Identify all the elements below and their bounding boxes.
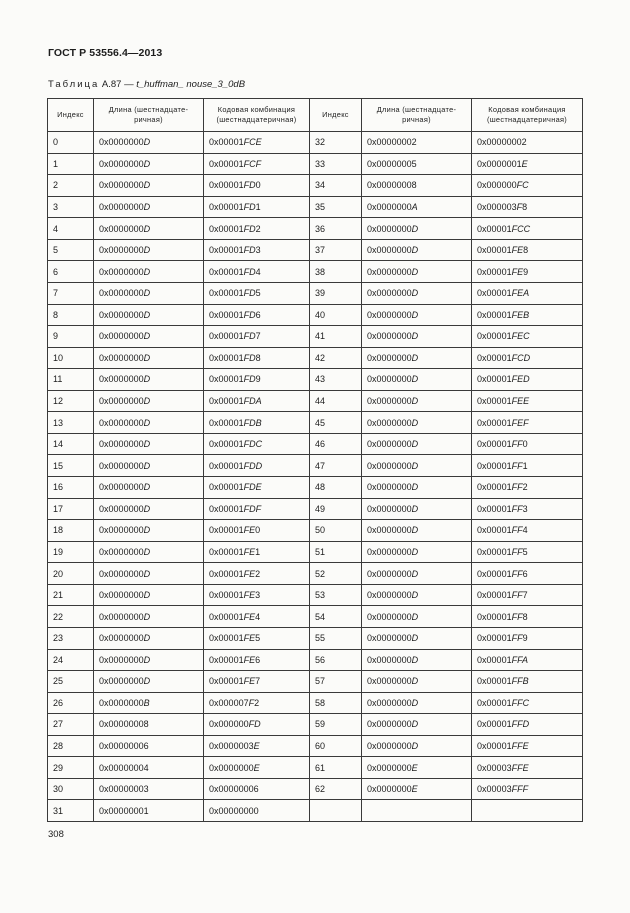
codeword-cell: 0x00001FD6	[204, 304, 310, 326]
table-row	[48, 800, 583, 822]
codeword-cell: 0x00001FD1	[204, 196, 310, 218]
column-header-index: Индекс	[48, 99, 94, 132]
index-cell: 19	[48, 541, 94, 563]
index-cell: 53	[310, 584, 362, 606]
length-cell: 0x0000000D	[94, 326, 204, 348]
table-row	[48, 304, 583, 326]
length-cell: 0x0000000B	[94, 692, 204, 714]
codeword-cell: 0x00001FD2	[204, 218, 310, 240]
codeword-cell: 0x00001FE0	[204, 520, 310, 542]
index-cell: 55	[310, 627, 362, 649]
length-cell: 0x0000000D	[94, 239, 204, 261]
length-cell: 0x0000000D	[362, 692, 472, 714]
codeword-cell: 0x00001FCE	[204, 132, 310, 154]
column-header-codeword: Кодовая комбинация (шестнадцатеричная)	[472, 99, 583, 132]
length-cell: 0x0000000D	[94, 390, 204, 412]
codeword-cell: 0x00001FF4	[472, 520, 583, 542]
index-cell: 50	[310, 520, 362, 542]
length-cell: 0x0000000D	[94, 175, 204, 197]
index-cell: 33	[310, 153, 362, 175]
length-cell: 0x00000005	[362, 153, 472, 175]
index-cell: 20	[48, 563, 94, 585]
length-cell: 0x0000000D	[362, 735, 472, 757]
index-cell: 61	[310, 757, 362, 779]
length-cell: 0x00000002	[362, 132, 472, 154]
codeword-cell: 0x00001FE3	[204, 584, 310, 606]
index-cell: 4	[48, 218, 94, 240]
index-cell: 29	[48, 757, 94, 779]
codeword-cell: 0x0000000E	[204, 757, 310, 779]
codeword-cell: 0x0000003E	[204, 735, 310, 757]
index-cell: 45	[310, 412, 362, 434]
length-cell: 0x00000003	[94, 778, 204, 800]
length-cell: 0x0000000D	[94, 347, 204, 369]
codeword-cell: 0x00003FFE	[472, 757, 583, 779]
index-cell: 58	[310, 692, 362, 714]
length-cell: 0x0000000D	[362, 304, 472, 326]
codeword-cell: 0x00001FF3	[472, 498, 583, 520]
index-cell: 44	[310, 390, 362, 412]
index-cell: 49	[310, 498, 362, 520]
length-cell: 0x0000000D	[362, 239, 472, 261]
codeword-cell: 0x00001FDF	[204, 498, 310, 520]
index-cell: 54	[310, 606, 362, 628]
table-row	[48, 282, 583, 304]
length-cell: 0x0000000D	[362, 390, 472, 412]
index-cell: 43	[310, 369, 362, 391]
table-row	[48, 584, 583, 606]
caption-table-name: t_huffman_ nouse_3_0dB	[136, 79, 246, 90]
length-cell: 0x00000004	[94, 757, 204, 779]
length-cell: 0x0000000D	[362, 563, 472, 585]
length-cell: 0x0000000D	[94, 584, 204, 606]
table-row	[48, 326, 583, 348]
codeword-cell: 0x00001FD0	[204, 175, 310, 197]
codeword-cell	[472, 800, 583, 822]
index-cell: 35	[310, 196, 362, 218]
length-cell: 0x0000000D	[362, 326, 472, 348]
index-cell: 17	[48, 498, 94, 520]
table-row	[48, 606, 583, 628]
length-cell: 0x0000000D	[94, 369, 204, 391]
codeword-cell: 0x00001FF2	[472, 477, 583, 499]
length-cell: 0x0000000D	[362, 477, 472, 499]
length-cell: 0x0000000D	[362, 412, 472, 434]
codeword-cell: 0x00001FDA	[204, 390, 310, 412]
table-row	[48, 757, 583, 779]
table-row	[48, 132, 583, 154]
codeword-cell: 0x00001FEC	[472, 326, 583, 348]
codeword-cell: 0x00001FCC	[472, 218, 583, 240]
length-cell: 0x0000000D	[94, 498, 204, 520]
index-cell: 1	[48, 153, 94, 175]
index-cell: 31	[48, 800, 94, 822]
codeword-cell: 0x00001FD7	[204, 326, 310, 348]
length-cell: 0x0000000D	[362, 649, 472, 671]
codeword-cell: 0x00000002	[472, 132, 583, 154]
table-row	[48, 433, 583, 455]
length-cell	[362, 800, 472, 822]
index-cell: 21	[48, 584, 94, 606]
index-cell: 14	[48, 433, 94, 455]
index-cell: 3	[48, 196, 94, 218]
codeword-cell: 0x00001FD9	[204, 369, 310, 391]
index-cell: 37	[310, 239, 362, 261]
codeword-cell: 0x00001FD4	[204, 261, 310, 283]
table-row	[48, 778, 583, 800]
codeword-cell: 0x00001FCF	[204, 153, 310, 175]
length-cell: 0x00000006	[94, 735, 204, 757]
codeword-cell: 0x00001FD8	[204, 347, 310, 369]
column-header-length: Длина (шестнадцате-ричная)	[362, 99, 472, 132]
index-cell: 18	[48, 520, 94, 542]
codeword-cell: 0x00001FED	[472, 369, 583, 391]
table-row	[48, 714, 583, 736]
index-cell: 9	[48, 326, 94, 348]
table-row	[48, 153, 583, 175]
codeword-cell: 0x00001FFB	[472, 671, 583, 693]
codeword-cell: 0x00001FDB	[204, 412, 310, 434]
length-cell: 0x0000000D	[94, 563, 204, 585]
index-cell: 28	[48, 735, 94, 757]
codeword-cell: 0x0000001E	[472, 153, 583, 175]
length-cell: 0x0000000D	[362, 541, 472, 563]
caption-number: А.87 —	[101, 79, 134, 90]
index-cell: 26	[48, 692, 94, 714]
index-cell: 40	[310, 304, 362, 326]
index-cell: 30	[48, 778, 94, 800]
codeword-cell: 0x00001FEF	[472, 412, 583, 434]
codeword-cell: 0x00001FCD	[472, 347, 583, 369]
codeword-cell: 0x00001FDE	[204, 477, 310, 499]
codeword-cell: 0x00001FE6	[204, 649, 310, 671]
codeword-cell: 0x00001FF9	[472, 627, 583, 649]
codeword-cell: 0x00001FEA	[472, 282, 583, 304]
length-cell: 0x0000000D	[94, 433, 204, 455]
codeword-cell: 0x00000006	[204, 778, 310, 800]
codeword-cell: 0x000007F2	[204, 692, 310, 714]
codeword-cell: 0x00001FE7	[204, 671, 310, 693]
table-row	[48, 520, 583, 542]
index-cell: 7	[48, 282, 94, 304]
length-cell: 0x0000000D	[94, 627, 204, 649]
table-row	[48, 627, 583, 649]
codeword-cell: 0x00001FE1	[204, 541, 310, 563]
table-row	[48, 390, 583, 412]
index-cell: 2	[48, 175, 94, 197]
codeword-cell: 0x00001FDD	[204, 455, 310, 477]
length-cell: 0x0000000D	[94, 412, 204, 434]
codeword-cell: 0x00001FF0	[472, 433, 583, 455]
codeword-cell: 0x00001FF6	[472, 563, 583, 585]
index-cell: 34	[310, 175, 362, 197]
index-cell: 12	[48, 390, 94, 412]
codeword-cell: 0x00001FD5	[204, 282, 310, 304]
length-cell: 0x0000000E	[362, 757, 472, 779]
codeword-cell: 0x000003F8	[472, 196, 583, 218]
length-cell: 0x0000000D	[94, 153, 204, 175]
index-cell: 51	[310, 541, 362, 563]
codeword-cell: 0x00001FFA	[472, 649, 583, 671]
caption-word: Таблица	[48, 79, 100, 90]
codeword-cell: 0x00001FE5	[204, 627, 310, 649]
codeword-cell: 0x00001FFC	[472, 692, 583, 714]
index-cell: 57	[310, 671, 362, 693]
length-cell: 0x0000000D	[94, 477, 204, 499]
length-cell: 0x0000000D	[362, 347, 472, 369]
length-cell: 0x0000000D	[362, 261, 472, 283]
index-cell: 52	[310, 563, 362, 585]
codeword-cell: 0x00001FD3	[204, 239, 310, 261]
codeword-cell: 0x00001FF1	[472, 455, 583, 477]
index-cell: 16	[48, 477, 94, 499]
codeword-cell: 0x000000FD	[204, 714, 310, 736]
index-cell: 25	[48, 671, 94, 693]
table-row	[48, 175, 583, 197]
index-cell: 8	[48, 304, 94, 326]
length-cell: 0x0000000D	[94, 520, 204, 542]
codeword-cell: 0x00001FEB	[472, 304, 583, 326]
table-row	[48, 455, 583, 477]
table-header-row	[48, 99, 583, 132]
table-row	[48, 412, 583, 434]
index-cell: 5	[48, 239, 94, 261]
length-cell: 0x0000000D	[94, 304, 204, 326]
length-cell: 0x0000000D	[362, 714, 472, 736]
length-cell: 0x0000000D	[94, 218, 204, 240]
index-cell: 41	[310, 326, 362, 348]
codeword-cell: 0x00001FF5	[472, 541, 583, 563]
length-cell: 0x0000000D	[362, 218, 472, 240]
table-row	[48, 218, 583, 240]
length-cell: 0x0000000D	[362, 671, 472, 693]
page-number: 308	[48, 829, 64, 840]
index-cell: 42	[310, 347, 362, 369]
codeword-cell: 0x00003FFF	[472, 778, 583, 800]
codeword-cell: 0x00001FFE	[472, 735, 583, 757]
table-row	[48, 369, 583, 391]
codeword-cell: 0x00001FFD	[472, 714, 583, 736]
index-cell: 23	[48, 627, 94, 649]
index-cell	[310, 800, 362, 822]
length-cell: 0x0000000E	[362, 778, 472, 800]
table-row	[48, 196, 583, 218]
table-row	[48, 239, 583, 261]
index-cell: 48	[310, 477, 362, 499]
index-cell: 38	[310, 261, 362, 283]
index-cell: 27	[48, 714, 94, 736]
standard-designation: ГОСТ Р 53556.4—2013	[48, 47, 163, 59]
length-cell: 0x0000000D	[362, 455, 472, 477]
table-row	[48, 692, 583, 714]
table-row	[48, 541, 583, 563]
codeword-cell: 0x00001FF7	[472, 584, 583, 606]
index-cell: 32	[310, 132, 362, 154]
length-cell: 0x0000000D	[362, 433, 472, 455]
index-cell: 11	[48, 369, 94, 391]
codeword-cell: 0x00001FE9	[472, 261, 583, 283]
column-header-length: Длина (шестнадцате-ричная)	[94, 99, 204, 132]
index-cell: 39	[310, 282, 362, 304]
length-cell: 0x00000008	[362, 175, 472, 197]
length-cell: 0x00000008	[94, 714, 204, 736]
column-header-codeword: Кодовая комбинация (шестнадцатеричная)	[204, 99, 310, 132]
length-cell: 0x00000001	[94, 800, 204, 822]
index-cell: 62	[310, 778, 362, 800]
codeword-cell: 0x00001FE4	[204, 606, 310, 628]
length-cell: 0x0000000D	[94, 196, 204, 218]
length-cell: 0x0000000D	[94, 649, 204, 671]
codeword-cell: 0x00000000	[204, 800, 310, 822]
index-cell: 6	[48, 261, 94, 283]
table-row	[48, 347, 583, 369]
length-cell: 0x0000000D	[362, 606, 472, 628]
length-cell: 0x0000000D	[94, 261, 204, 283]
table-row	[48, 563, 583, 585]
table-caption	[48, 79, 245, 90]
table-row	[48, 735, 583, 757]
length-cell: 0x0000000D	[94, 455, 204, 477]
column-header-index: Индекс	[310, 99, 362, 132]
table-row	[48, 671, 583, 693]
index-cell: 46	[310, 433, 362, 455]
length-cell: 0x0000000A	[362, 196, 472, 218]
index-cell: 0	[48, 132, 94, 154]
codeword-cell: 0x00001FF8	[472, 606, 583, 628]
table-row	[48, 261, 583, 283]
length-cell: 0x0000000D	[94, 541, 204, 563]
index-cell: 47	[310, 455, 362, 477]
length-cell: 0x0000000D	[362, 584, 472, 606]
codeword-cell: 0x000000FC	[472, 175, 583, 197]
index-cell: 56	[310, 649, 362, 671]
length-cell: 0x0000000D	[94, 671, 204, 693]
index-cell: 15	[48, 455, 94, 477]
length-cell: 0x0000000D	[362, 627, 472, 649]
codeword-cell: 0x00001FEE	[472, 390, 583, 412]
index-cell: 60	[310, 735, 362, 757]
length-cell: 0x0000000D	[362, 282, 472, 304]
length-cell: 0x0000000D	[362, 498, 472, 520]
index-cell: 24	[48, 649, 94, 671]
length-cell: 0x0000000D	[94, 606, 204, 628]
table-row	[48, 498, 583, 520]
index-cell: 22	[48, 606, 94, 628]
table-body	[48, 132, 583, 822]
codeword-cell: 0x00001FE8	[472, 239, 583, 261]
length-cell: 0x0000000D	[362, 369, 472, 391]
length-cell: 0x0000000D	[94, 132, 204, 154]
codeword-cell: 0x00001FDC	[204, 433, 310, 455]
index-cell: 13	[48, 412, 94, 434]
index-cell: 59	[310, 714, 362, 736]
codeword-cell: 0x00001FE2	[204, 563, 310, 585]
table-row	[48, 649, 583, 671]
length-cell: 0x0000000D	[94, 282, 204, 304]
index-cell: 36	[310, 218, 362, 240]
table-row	[48, 477, 583, 499]
huffman-code-table	[47, 98, 583, 822]
index-cell: 10	[48, 347, 94, 369]
length-cell: 0x0000000D	[362, 520, 472, 542]
